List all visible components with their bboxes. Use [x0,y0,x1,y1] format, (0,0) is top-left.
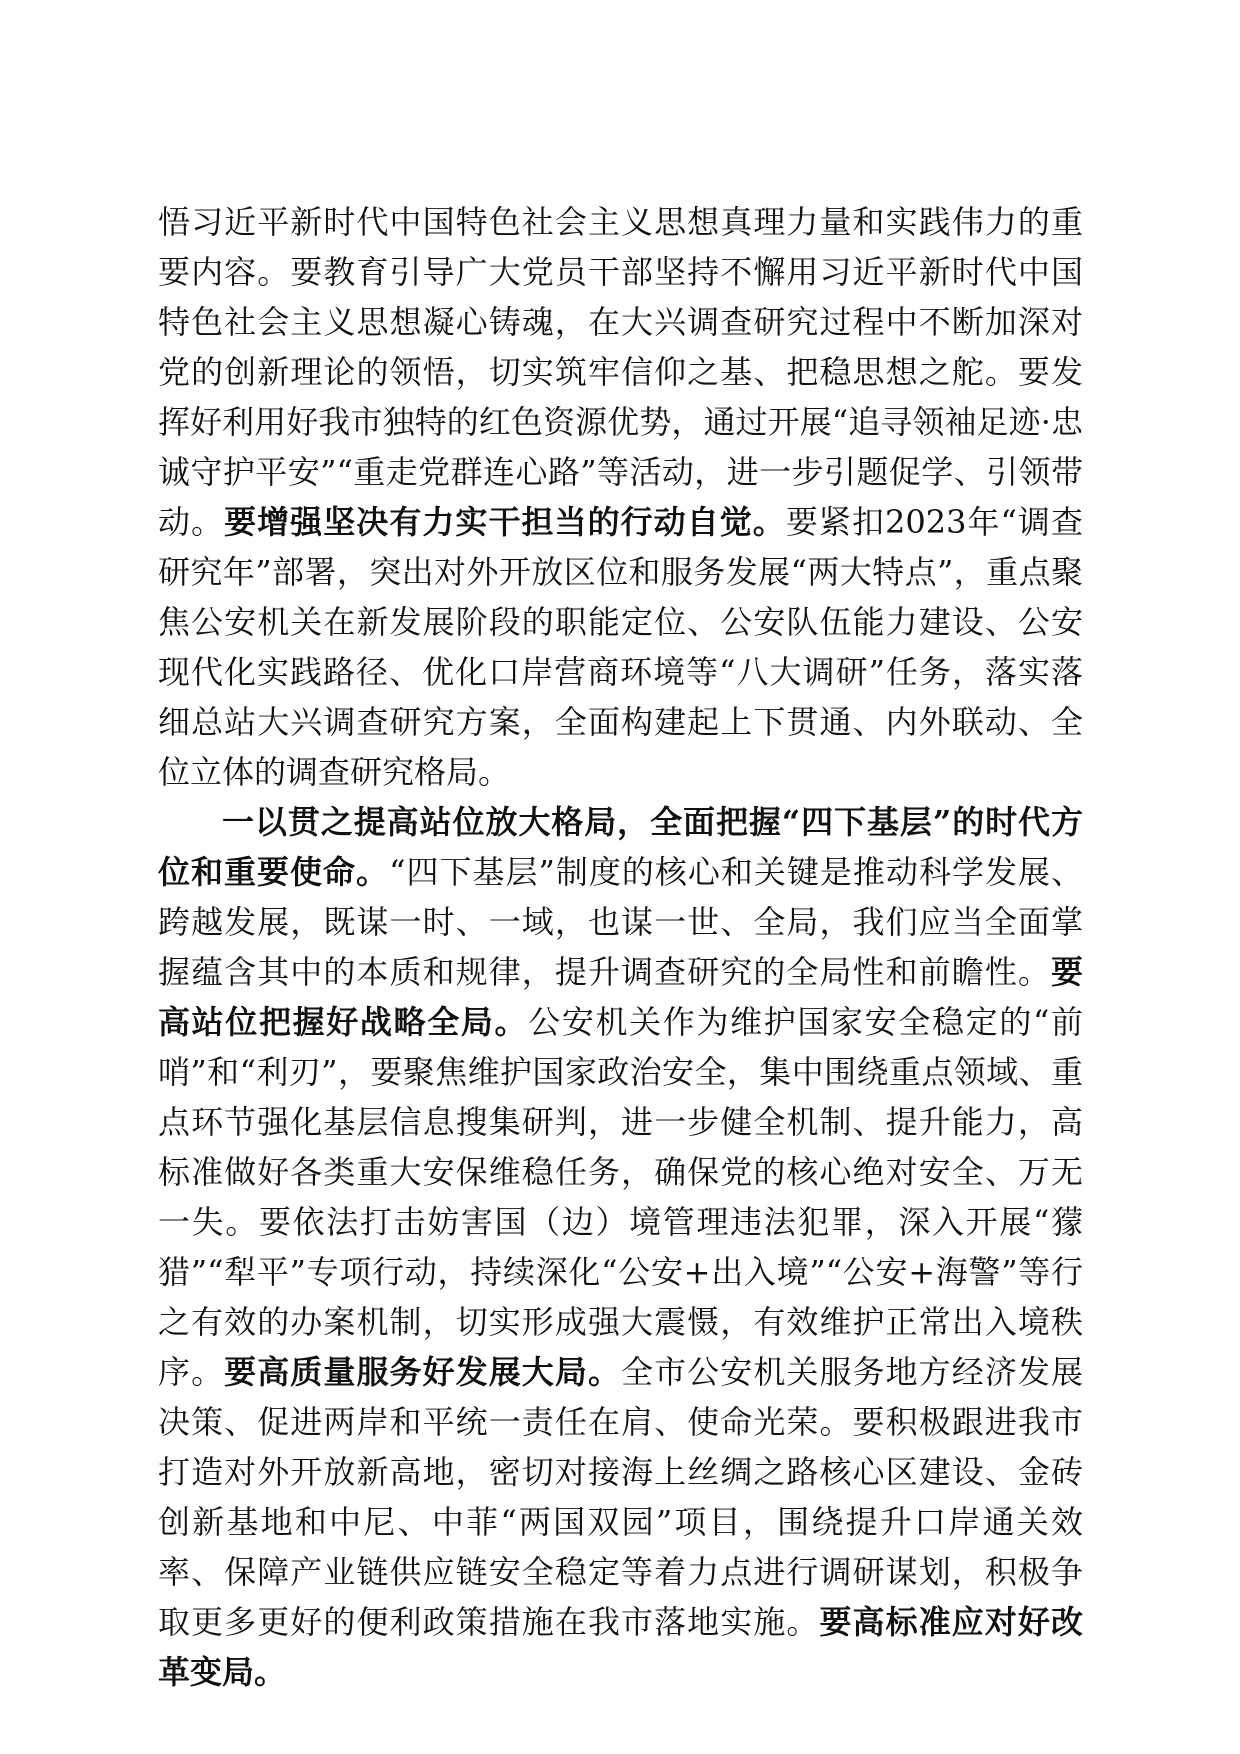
text-run: 全市公安机关服务地方经济发展决策、促进两岸和平统一责任在肩、使命光荣。要积极跟进我市打造对外开放新高地，密切对接海上丝绸之路核心区建设、金砖创新基地和中尼、中菲“两国双园”项目，围绕提升口岸通关效率、保障产业链供应链安全稳定等着力点进行调研谋划，积极争取更多更好的便利政策措施在我市落地实施。 [158,1353,1083,1641]
text-run: 悟习近平新时代中国特色社会主义思想真理力量和实践伟力的重要内容。要教育引导广大党员干部坚持不懈用习近平新时代中国特色社会主义思想凝心铸魂，在大兴调查研究过程中不断加深对党的创新理论的领悟，切实筑牢信仰之基、把稳思想之舵。要发挥好利用好我市独特的红色资源优势，通过开展“追寻领袖足迹·忠诚守护平安”“重走党群连心路”等活动，进一步引题促学、引领带动。 [158,203,1083,541]
paragraph-2 [158,797,1083,1697]
document-page [158,197,1083,1697]
text-run: 要紧扣2023年“调查研究年”部署，突出对外开放区位和服务发展“两大特点”，重点聚焦公安机关在新发展阶段的职能定位、公安队伍能力建设、公安现代化实践路径、优化口岸营商环境等“八大调研”任务，落实落细总站大兴调查研究方案，全面构建起上下贯通、内外联动、全位立体的调查研究格局。 [158,503,1083,791]
text-run: “四下基层”制度的核心和关键是推动科学发展、跨越发展，既谋一时、一域，也谋一世、全局，我们应当全面掌握蕴含其中的本质和规律，提升调查研究的全局性和前瞻性。 [158,853,1083,991]
paragraph-1 [158,197,1083,797]
bold-heading-run: 要高站位把握好战略全局。 [158,953,1083,1041]
bold-heading-run: 一以贯之提高站位放大格局，全面把握“四下基层”的时代方位和重要使命。 [158,803,1083,891]
bold-heading-run: 要增强坚决有力实干担当的行动自觉。 [224,503,786,541]
bold-heading-run: 要高质量服务好发展大局。 [224,1353,622,1391]
bold-heading-run: 要高标准应对好改革变局。 [158,1603,1083,1691]
text-run: 公安机关作为维护国家安全稳定的“前哨”和“利刃”，要聚焦维护国家政治安全，集中围绕重点领域、重点环节强化基层信息搜集研判，进一步健全机制、提升能力，高标准做好各类重大安保维稳任务，确保党的核心绝对安全、万无一失。要依法打击妨害国（边）境管理违法犯罪，深入开展“獴猎”“犁平”专项行动，持续深化“公安+出入境”“公安+海警”等行之有效的办案机制，切实形成强大震慑，有效维护正常出入境秩序。 [158,1003,1083,1391]
